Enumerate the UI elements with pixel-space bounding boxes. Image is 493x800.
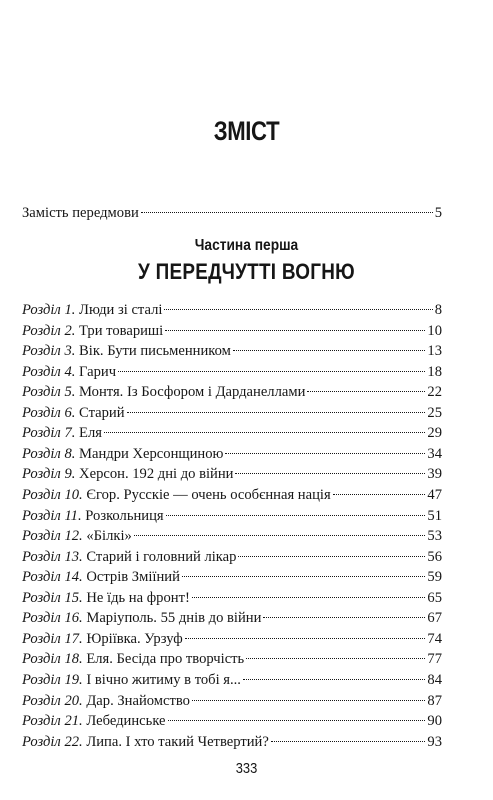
dot-leader [333, 494, 426, 495]
chapter-prefix: Розділ 7. [22, 425, 76, 442]
chapter-prefix: Розділ 16. [22, 610, 83, 627]
toc-entry-chapter[interactable] [22, 382, 442, 402]
chapter-prefix: Розділ 8. [22, 445, 76, 462]
toc-entry-chapter[interactable] [22, 588, 442, 608]
part-title: У ПЕРЕДЧУТТІ ВОГНЮ [138, 259, 355, 284]
toc-entry-chapter[interactable] [22, 403, 442, 423]
page-number: 333 [235, 760, 258, 777]
chapter-prefix: Розділ 13. [22, 548, 83, 565]
chapter-title: Гарич [79, 363, 117, 380]
chapter-prefix: Розділ 3. [22, 343, 76, 360]
chapter-prefix: Розділ 22. [22, 733, 83, 750]
chapter-title: Юріївка. Урзуф [86, 630, 183, 647]
toc-entry-chapter[interactable] [22, 444, 442, 464]
entry-title [22, 711, 166, 731]
toc-entry-chapter[interactable] [22, 362, 442, 382]
chapter-prefix: Розділ 1. [22, 302, 76, 318]
chapter-title: Херсон. 192 дні до війни [79, 466, 234, 483]
toc-entry-chapter[interactable] [22, 711, 442, 731]
entry-title [22, 485, 331, 505]
dot-leader [104, 432, 425, 433]
toc-entry-chapter[interactable] [22, 649, 442, 669]
entry-title [22, 732, 269, 752]
chapter-title: Старий [79, 404, 125, 421]
entry-page-number: 93 [427, 733, 442, 750]
chapter-prefix: Розділ 5. [22, 384, 76, 401]
entry-title [22, 321, 163, 341]
dot-leader [141, 212, 433, 213]
toc-entry-chapter[interactable] [22, 629, 442, 649]
entry-page-number: 5 [434, 205, 442, 221]
entry-title [22, 464, 233, 484]
chapter-prefix: Розділ 21. [22, 713, 83, 729]
chapter-title: Розкольниця [85, 507, 164, 524]
dot-leader [271, 741, 426, 742]
chapter-title: Монтя. Із Босфором і Дарданеллами [79, 384, 306, 401]
chapter-prefix: Розділ 19. [22, 671, 83, 688]
entry-page-number: 25 [427, 404, 442, 421]
dot-leader [185, 638, 426, 639]
entry-page-number: 10 [427, 322, 442, 339]
chapter-prefix: Розділ 15. [22, 589, 83, 606]
toc-entry-chapter[interactable] [22, 670, 442, 690]
dot-leader [307, 391, 425, 392]
chapter-title: Три товариші [79, 322, 164, 339]
toc-entry-chapter[interactable] [22, 547, 442, 567]
entry-title [22, 526, 132, 546]
entry-title [22, 629, 183, 649]
entry-page-number: 77 [427, 651, 442, 668]
entry-page-number: 39 [427, 466, 442, 483]
toc-entry-chapter[interactable] [22, 567, 442, 587]
dot-leader [164, 309, 432, 310]
entry-page-number: 59 [427, 569, 442, 586]
chapter-prefix: Розділ 2. [22, 322, 76, 339]
dot-leader [168, 720, 426, 721]
entry-title [22, 567, 180, 587]
entry-page-number: 13 [427, 343, 442, 360]
dot-leader [192, 700, 425, 701]
toc-entry-chapter[interactable] [22, 423, 442, 443]
dot-leader [127, 412, 426, 413]
toc-entry-chapter[interactable] [22, 506, 442, 526]
chapter-title: «Білкі» [86, 528, 132, 544]
dot-leader [263, 617, 425, 618]
entry-page-number: 18 [427, 363, 442, 380]
chapter-prefix: Розділ 12. [22, 528, 83, 544]
entry-page-number: 67 [427, 610, 442, 627]
entry-title [22, 362, 116, 382]
entry-title [22, 382, 305, 402]
chapter-prefix: Розділ 18. [22, 651, 83, 668]
entry-page-number: 51 [427, 507, 442, 524]
entry-title [22, 608, 261, 628]
toc-heading: ЗМІСТ [213, 116, 280, 146]
toc-entry-chapter[interactable] [22, 321, 442, 341]
chapter-prefix: Розділ 11. [22, 507, 82, 524]
toc-entry-chapter[interactable] [22, 732, 442, 752]
part-label: Частина перша [194, 237, 299, 254]
chapter-title: Еля [79, 425, 102, 442]
dot-leader [182, 576, 426, 577]
chapter-prefix: Розділ 10. [22, 487, 83, 503]
toc-entry-chapter[interactable] [22, 608, 442, 628]
dot-leader [233, 350, 426, 351]
dot-leader [225, 453, 425, 454]
entry-title [22, 547, 236, 567]
chapter-prefix: Розділ 14. [22, 569, 83, 586]
toc-entry-chapter[interactable] [22, 300, 442, 320]
chapter-title: Старий і головний лікар [86, 548, 237, 565]
entry-page-number: 56 [427, 548, 442, 565]
chapter-title: Мандри Херсонщиною [79, 445, 224, 462]
toc-entry-chapter[interactable] [22, 464, 442, 484]
toc-entry-chapter[interactable] [22, 691, 442, 711]
dot-leader [118, 371, 425, 372]
chapter-prefix: Розділ 17. [22, 630, 83, 647]
chapter-prefix: Розділ 6. [22, 404, 76, 421]
entry-title: Замість передмови [22, 205, 139, 221]
toc-entry-chapter[interactable] [22, 341, 442, 361]
chapter-title: Не їдь на фронт! [86, 589, 190, 606]
chapter-title: Лебединське [86, 713, 166, 729]
entry-page-number: 87 [427, 692, 442, 709]
chapter-title: Дар. Знайомство [86, 692, 190, 709]
chapter-prefix: Розділ 9. [22, 466, 76, 483]
entry-title [22, 588, 190, 608]
entry-title [22, 300, 162, 320]
entry-title [22, 506, 164, 526]
entry-page-number: 29 [427, 425, 442, 442]
entry-title [22, 423, 102, 443]
entry-page-number: 53 [427, 528, 442, 544]
chapter-title: Острів Зміїний [86, 569, 180, 586]
entry-title [22, 444, 223, 464]
chapter-title: Люди зі сталі [79, 302, 163, 318]
chapter-title: Еля. Бесіда про творчість [86, 651, 245, 668]
entry-title [22, 691, 190, 711]
dot-leader [134, 535, 426, 536]
entry-title [22, 670, 241, 690]
entry-page-number: 84 [427, 671, 442, 688]
dot-leader [235, 473, 425, 474]
entry-page-number: 8 [434, 302, 442, 318]
entry-page-number: 90 [427, 713, 442, 729]
chapter-prefix: Розділ 20. [22, 692, 83, 709]
chapter-prefix: Розділ 4. [22, 363, 76, 380]
toc-entry-chapter[interactable] [22, 485, 442, 505]
chapter-title: Липа. І хто такий Четвертий? [86, 733, 269, 750]
toc-entry-chapter[interactable] [22, 526, 442, 546]
entry-page-number: 47 [427, 487, 442, 503]
chapter-title: Вік. Бути письменником [79, 343, 231, 360]
toc-entry-preface[interactable] [22, 203, 442, 223]
entry-page-number: 65 [427, 589, 442, 606]
dot-leader [166, 515, 426, 516]
chapter-title: Маріуполь. 55 днів до війни [86, 610, 262, 627]
entry-page-number: 34 [427, 445, 442, 462]
dot-leader [243, 679, 425, 680]
entry-title [22, 649, 244, 669]
dot-leader [238, 556, 425, 557]
dot-leader [246, 658, 425, 659]
chapter-title: Єгор. Русскіе — очень особєнная нація [86, 487, 331, 503]
entry-title [22, 341, 231, 361]
entry-page-number: 22 [427, 384, 442, 401]
dot-leader [165, 330, 425, 331]
dot-leader [192, 597, 426, 598]
entry-title [22, 403, 125, 423]
chapter-title: І вічно житиму в тобі я... [86, 671, 241, 688]
entry-page-number: 74 [427, 630, 442, 647]
